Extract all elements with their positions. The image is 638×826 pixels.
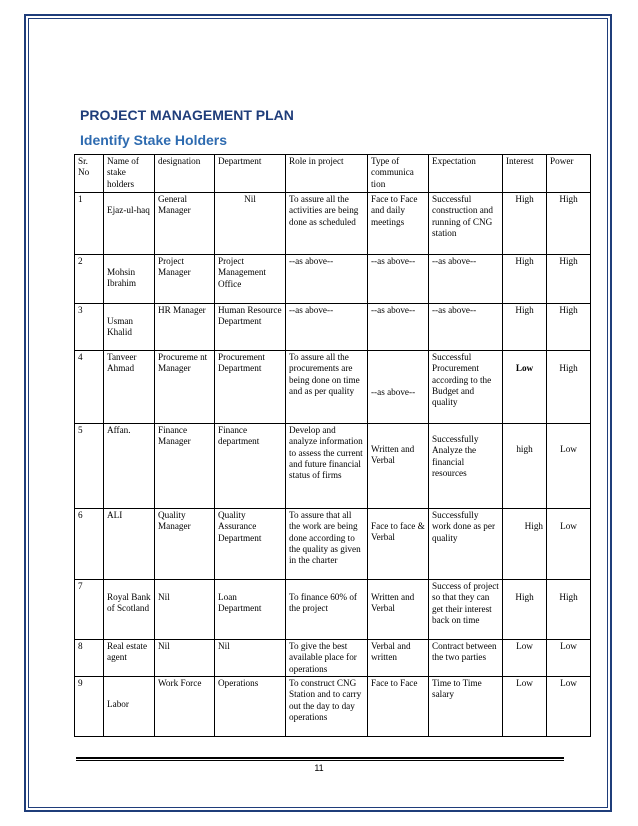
table-row xyxy=(75,580,591,640)
cell-power: High xyxy=(547,304,591,351)
header-interest: Interest xyxy=(503,155,547,193)
cell-department: Quality Assurance Department xyxy=(215,509,286,580)
cell-interest: High xyxy=(503,255,547,304)
cell-expectation: Successfully work done as per quality xyxy=(429,509,503,580)
cell-designation: Quality Manager xyxy=(155,509,215,580)
cell-expectation xyxy=(429,424,503,509)
cell-name xyxy=(104,580,155,640)
header-role: Role in project xyxy=(286,155,368,193)
table-row xyxy=(75,677,591,737)
cell-department: Human Resource Department xyxy=(215,304,286,351)
cell-type xyxy=(368,580,429,640)
cell-sr: 8 xyxy=(75,640,104,677)
cell-expectation: Success of project so that they can get their interest back on time xyxy=(429,580,503,640)
page-number: 11 xyxy=(314,763,324,773)
cell-power: Low xyxy=(547,640,591,677)
cell-expectation: --as above-- xyxy=(429,304,503,351)
cell-role: To assure all the procurements are being done on time and as per quality xyxy=(286,351,368,424)
cell-designation-text: Nil xyxy=(158,592,170,602)
cell-type: --as above-- xyxy=(368,255,429,304)
cell-designation: Finance Manager xyxy=(155,424,215,509)
cell-type: --as above-- xyxy=(368,304,429,351)
cell-sr: 2 xyxy=(75,255,104,304)
cell-name-text: Royal Bank of Scotland xyxy=(107,592,151,614)
header-expectation: Expectation xyxy=(429,155,503,193)
cell-role: --as above-- xyxy=(286,255,368,304)
cell-department: Procurement Department xyxy=(215,351,286,424)
cell-power xyxy=(547,509,591,580)
cell-interest: Low xyxy=(503,640,547,677)
table-row xyxy=(75,255,591,304)
footer-divider-thin xyxy=(76,760,564,761)
cell-interest-text: Low xyxy=(515,363,534,373)
cell-name: ALI xyxy=(104,509,155,580)
cell-sr: 9 xyxy=(75,677,104,737)
cell-name xyxy=(104,255,155,304)
cell-power: Low xyxy=(547,677,591,737)
cell-type-text: --as above-- xyxy=(371,387,416,397)
cell-interest xyxy=(503,580,547,640)
cell-interest xyxy=(503,351,547,424)
footer-divider xyxy=(76,757,564,759)
cell-interest-text: High xyxy=(515,592,534,602)
table-header-row xyxy=(75,155,591,193)
cell-interest-text: High xyxy=(524,521,543,531)
cell-sr: 1 xyxy=(75,193,104,255)
stakeholder-table xyxy=(74,154,591,737)
cell-designation: Nil xyxy=(155,640,215,677)
cell-expectation: Contract between the two parties xyxy=(429,640,503,677)
cell-designation: General Manager xyxy=(155,193,215,255)
cell-power-text: High xyxy=(559,363,578,373)
cell-type: Verbal and written xyxy=(368,640,429,677)
cell-sr: 4 xyxy=(75,351,104,424)
table-row xyxy=(75,304,591,351)
cell-type xyxy=(368,509,429,580)
cell-power: High xyxy=(547,255,591,304)
cell-type xyxy=(368,351,429,424)
cell-name-text: Labor xyxy=(107,699,129,709)
cell-name-text: Mohsin Ibrahim xyxy=(107,267,137,289)
cell-power-text: Low xyxy=(560,444,577,454)
cell-power xyxy=(547,424,591,509)
cell-department: Nil xyxy=(215,640,286,677)
cell-role: To construct CNG Station and to carry out the day to day operations xyxy=(286,677,368,737)
header-power: Power xyxy=(547,155,591,193)
cell-interest: High xyxy=(503,304,547,351)
cell-name: Tanveer Ahmad xyxy=(104,351,155,424)
cell-role: Develop and analyze information to assess the current and future financial status of firms xyxy=(286,424,368,509)
table-row xyxy=(75,640,591,677)
header-type: Type of communica tion xyxy=(368,155,429,193)
cell-name: Real estate agent xyxy=(104,640,155,677)
cell-department: Finance department xyxy=(215,424,286,509)
cell-sr: 7 xyxy=(75,580,104,640)
header-name: Name of stake holders xyxy=(104,155,155,193)
cell-role: To assure that all the work are being done according to the quality as given in the charter xyxy=(286,509,368,580)
cell-designation xyxy=(155,580,215,640)
cell-expectation-text: Successfully Analyze the financial resources xyxy=(432,434,479,478)
cell-department: Nil xyxy=(215,193,286,255)
cell-interest xyxy=(503,424,547,509)
cell-role: --as above-- xyxy=(286,304,368,351)
cell-type-text: Face to face & Verbal xyxy=(371,521,425,543)
cell-role: To assure all the activities are being done as scheduled xyxy=(286,193,368,255)
cell-sr: 6 xyxy=(75,509,104,580)
cell-type xyxy=(368,424,429,509)
cell-name: Affan. xyxy=(104,424,155,509)
cell-type: Face to Face and daily meetings xyxy=(368,193,429,255)
cell-type-text: Written and Verbal xyxy=(371,592,415,614)
table-row xyxy=(75,193,591,255)
cell-interest: Low xyxy=(503,677,547,737)
cell-power-text: High xyxy=(559,592,578,602)
cell-power xyxy=(547,351,591,424)
cell-sr: 5 xyxy=(75,424,104,509)
cell-name xyxy=(104,304,155,351)
section-heading: Identify Stake Holders xyxy=(80,132,228,148)
cell-department xyxy=(215,580,286,640)
cell-name-text: Usman Khalid xyxy=(107,316,134,338)
cell-type-text: Written and Verbal xyxy=(371,444,415,466)
cell-role-text: To finance 60% of the project xyxy=(289,592,357,614)
cell-power-text: Low xyxy=(560,521,577,531)
cell-designation: Work Force xyxy=(155,677,215,737)
cell-name xyxy=(104,193,155,255)
cell-power xyxy=(547,580,591,640)
cell-expectation: Time to Time salary xyxy=(429,677,503,737)
cell-designation: Procureme nt Manager xyxy=(155,351,215,424)
cell-role xyxy=(286,580,368,640)
cell-interest: High xyxy=(503,193,547,255)
cell-interest xyxy=(503,509,547,580)
table-row xyxy=(75,509,591,580)
header-designation: designation xyxy=(155,155,215,193)
cell-department: Operations xyxy=(215,677,286,737)
cell-power: High xyxy=(547,193,591,255)
cell-department: Project Management Office xyxy=(215,255,286,304)
cell-sr: 3 xyxy=(75,304,104,351)
cell-expectation: Successful construction and running of CNG station xyxy=(429,193,503,255)
cell-role: To give the best available place for operations xyxy=(286,640,368,677)
table-row xyxy=(75,424,591,509)
cell-name-text: Ejaz-ul-haq xyxy=(107,205,150,215)
cell-department-text: Loan Department xyxy=(218,592,262,614)
cell-designation: Project Manager xyxy=(155,255,215,304)
header-sr-no: Sr. No xyxy=(75,155,104,193)
page-title: PROJECT MANAGEMENT PLAN xyxy=(80,107,294,123)
cell-type: Face to Face xyxy=(368,677,429,737)
table-row xyxy=(75,351,591,424)
cell-name xyxy=(104,677,155,737)
cell-expectation: --as above-- xyxy=(429,255,503,304)
header-department: Department xyxy=(215,155,286,193)
cell-expectation: Successful Procurement according to the Budget and quality xyxy=(429,351,503,424)
cell-interest-text: high xyxy=(516,444,533,454)
cell-designation: HR Manager xyxy=(155,304,215,351)
